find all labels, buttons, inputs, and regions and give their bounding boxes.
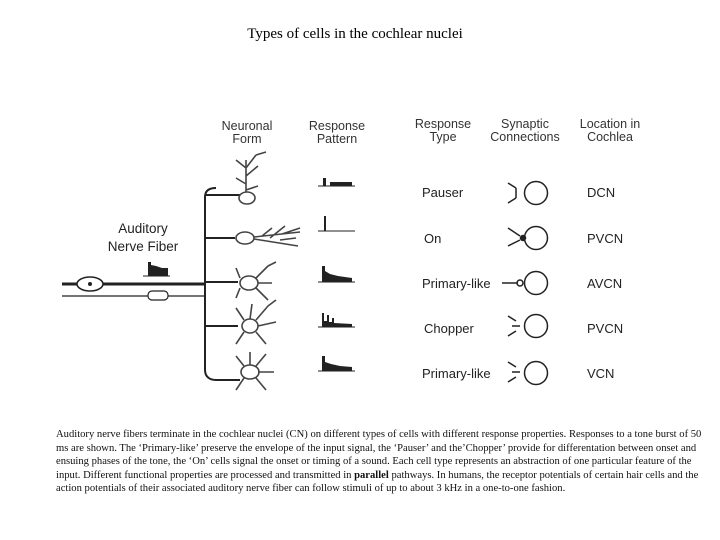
response-type-on: On — [424, 231, 442, 246]
input-label-1: Auditory — [118, 221, 168, 236]
input-label-2: Nerve Fiber — [107, 239, 179, 254]
ganglion-nucleus — [88, 282, 92, 286]
neuron-stellate-icon — [236, 300, 276, 344]
caption-part-1: Auditory nerve fibers terminate in the cochlear nuclei (CN) on different types of cells with different response properties. Responses to a tone burst of 50 ms are shown. The ‘Primary-like’ preserve the envelope of the input signal, the ‘Pauser’ and the’Chopper’ provide for differentation between onset and ensuing phases of the tone, the ‘On’ cells signal the onset or timing of a sound. Each cell type represents an abstraction of one particular feature of the input. Different functional properties are processed and transmitted in — [56, 429, 702, 481]
location-dcn: DCN — [587, 185, 616, 200]
neuron-spherical-icon — [236, 352, 274, 390]
caption-part-2: pathways. In humans, the receptor potentials of certain hair cells and the action potentials of their associated auditory nerve fiber can follow stimuli of up to about 3 kHz in a one-to-one fashion. — [56, 469, 699, 495]
response-pattern-primary-like-1 — [318, 266, 355, 282]
synapse-icon — [502, 272, 548, 295]
header-location-1: Location in — [579, 117, 641, 131]
row-on-pvcn — [205, 216, 623, 250]
response-pattern-pauser — [318, 178, 355, 186]
synapse-icon — [508, 227, 548, 250]
response-pattern-chopper — [318, 313, 355, 327]
response-type-primary-like-2: Primary-like — [422, 366, 491, 381]
response-type-pauser: Pauser — [422, 185, 464, 200]
response-pattern-on — [318, 216, 355, 231]
input-response-pattern — [143, 262, 170, 276]
row-chopper-pvcn — [205, 300, 623, 344]
header-response-type-1: Response — [414, 117, 472, 131]
neuron-octopus-icon — [236, 226, 300, 246]
figure-caption — [56, 428, 704, 496]
synapse-icon — [508, 315, 548, 338]
branch-trunk — [205, 188, 216, 380]
header-response-pattern-1: Response — [308, 119, 366, 133]
location-pvcn-1: PVCN — [587, 231, 624, 246]
synapse-icon — [508, 182, 548, 205]
neuron-pauser-icon — [236, 152, 266, 204]
synapse-icon — [508, 362, 548, 385]
row-primary-like-vcn — [216, 352, 614, 390]
location-pvcn-2: PVCN — [587, 321, 624, 336]
row-pauser-dcn — [205, 152, 615, 205]
response-pattern-primary-like-2 — [318, 356, 355, 371]
row-primary-like-avcn — [205, 262, 622, 300]
page-title: Types of cells in the cochlear nuclei — [247, 26, 463, 42]
caption-bold: parallel — [354, 469, 389, 481]
response-type-chopper: Chopper — [424, 321, 474, 336]
electrode-symbol — [148, 291, 168, 300]
header-response-type-2: Type — [429, 130, 457, 144]
header-neuronal-form-1: Neuronal — [221, 119, 273, 133]
header-synaptic-connections-1: Synaptic — [501, 117, 549, 131]
header-neuronal-form-2: Form — [232, 132, 262, 146]
location-vcn: VCN — [587, 366, 615, 381]
header-location-2: Cochlea — [587, 130, 633, 144]
header-synaptic-connections-2: Connections — [490, 130, 560, 144]
neuron-bushy-icon — [236, 262, 276, 300]
header-response-pattern-2: Pattern — [316, 132, 358, 146]
response-type-primary-like-1: Primary-like — [422, 276, 491, 291]
location-avcn: AVCN — [587, 276, 623, 291]
